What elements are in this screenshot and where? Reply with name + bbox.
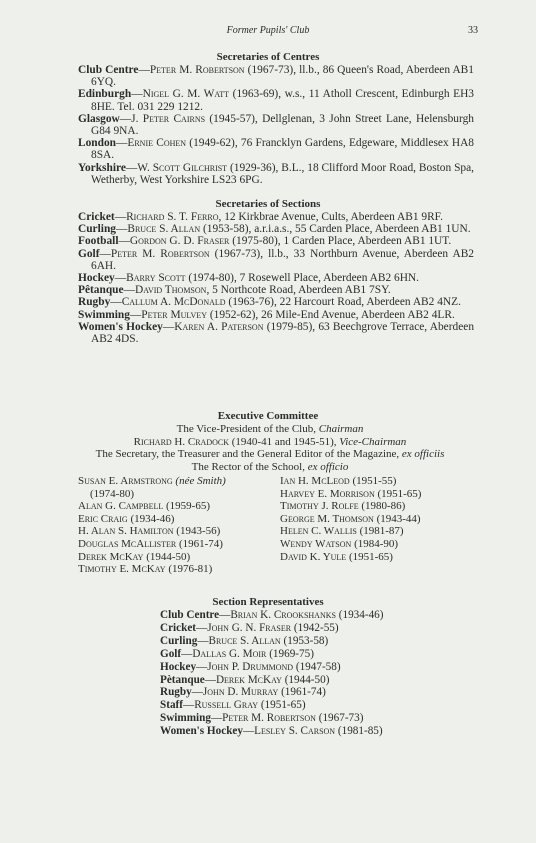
- member-line: (1974-80): [90, 487, 134, 500]
- representative-entry: Hockey—John P. Drummond (1947-58): [160, 660, 341, 673]
- member-line: Timothy E. McKay (1976-81): [78, 563, 213, 576]
- running-head-title: Former Pupils' Club: [226, 25, 310, 36]
- section-entry: Cricket—Richard S. T. Ferro, 12 Kirkbrae Avenue, Cults, Aberdeen AB1 9RF.: [78, 211, 443, 223]
- section-entry: Football—Gordon G. D. Fraser (1975-80), 1 Carden Place, Aberdeen AB1 1UT.: [78, 235, 452, 248]
- centre-entry: Yorkshire—W. Scott Gilchrist (1929-36), B.L., 18 Clifford Moor Road, Boston Spa, Wetherby, West Yorkshire LS23 6PG.: [78, 161, 475, 186]
- member-line: Alan G. Campbell (1959-65): [78, 500, 211, 513]
- section-entry: Golf—Peter M. Robertson (1967-73), ll.b., 33 Northburn Avenue, Aberdeen AB2 6AH.: [78, 247, 474, 272]
- running-head: [0, 25, 536, 41]
- section-entry: Swimming—Peter Mulvey (1952-62), 26 Mile-End Avenue, Aberdeen AB2 4LR.: [78, 308, 455, 321]
- member-line: H. Alan S. Hamilton (1943-56): [78, 525, 221, 538]
- section-entry: Pêtanque—David Thomson, 5 Northcote Road, Aberdeen AB1 7SY.: [78, 284, 391, 297]
- centre-entry: London—Ernie Cohen (1949-62), 76 Francklyn Gardens, Edgeware, Middlesex HA8 8SA.: [78, 137, 475, 162]
- centre-entry: Club Centre—Peter M. Robertson (1967-73), ll.b., 86 Queen's Road, Aberdeen AB1 6YQ.: [78, 64, 474, 89]
- representative-entry: Rugby—John D. Murray (1961-74): [160, 686, 326, 699]
- executive-heading: Executive Committee: [217, 410, 319, 422]
- representative-entry: Club Centre—Brian K. Crookshanks (1934-46): [160, 609, 384, 621]
- executive-members-right: [280, 475, 480, 563]
- centres-list: [78, 64, 474, 186]
- sections-heading: Secretaries of Sections: [215, 198, 321, 210]
- representative-entry: Women's Hockey—Lesley S. Carson (1981-85): [160, 725, 383, 738]
- representative-entry: Curling—Bruce S. Allan (1953-58): [160, 634, 329, 647]
- section-entry: Hockey—Barry Scott (1974-80), 7 Rosewell Place, Aberdeen AB2 6HN.: [78, 272, 420, 285]
- centres-heading: Secretaries of Centres: [216, 51, 320, 63]
- member-line: Helen C. Wallis (1981-87): [280, 525, 404, 538]
- section-entry: Rugby—Callum A. McDonald (1963-76), 22 Harcourt Road, Aberdeen AB2 4NZ.: [78, 296, 461, 309]
- executive-officers: [70, 423, 470, 473]
- member-line: Timothy J. Rolfe (1980-86): [280, 500, 406, 513]
- member-line: Eric Craig (1934-46): [78, 512, 175, 525]
- member-line: Harvey E. Morrison (1951-65): [280, 487, 422, 500]
- executive-members-left: [78, 475, 278, 576]
- member-line: David K. Yule (1951-65): [280, 550, 393, 563]
- representative-entry: Swimming—Peter M. Robertson (1967-73): [160, 712, 364, 725]
- member-line: Wendy Watson (1984-90): [280, 537, 399, 550]
- representative-entry: Cricket—John G. N. Fraser (1942-55): [160, 621, 339, 634]
- executive-ex-officio-line: The Rector of the School, ex officio: [191, 460, 349, 473]
- representative-entry: Pètanque—Derek McKay (1944-50): [160, 673, 330, 686]
- representative-entry: Golf—Dallas G. Moir (1969-75): [160, 647, 314, 660]
- executive-ex-officiis-line: The Secretary, the Treasurer and the General Editor of the Magazine, ex officiis: [95, 448, 445, 460]
- executive-chairman-line: The Vice-President of the Club, Chairman: [176, 423, 364, 435]
- centre-entry: Glasgow—J. Peter Cairns (1945-57), Dellglenan, 3 John Street Lane, Helensburgh G84 9NA.: [78, 112, 474, 138]
- centre-entry: Edinburgh—Nigel G. M. Watt (1963-69), w.s., 11 Atholl Crescent, Edinburgh EH3 8HE. Tel. 031 229 1212.: [78, 88, 474, 113]
- sections-list: [78, 211, 474, 345]
- section-entry: Women's Hockey—Karen A. Paterson (1979-85), 63 Beechgrove Terrace, Aberdeen AB2 4DS.: [78, 320, 475, 346]
- member-line: Ian H. McLeod (1951-55): [280, 475, 397, 487]
- page-number: 33: [468, 25, 478, 36]
- member-line: Douglas McAllister (1961-74): [78, 537, 223, 550]
- member-line: George M. Thomson (1943-44): [280, 512, 421, 525]
- executive-vice-chairman-line: Richard H. Cradock (1940-41 and 1945-51), Vice-Chairman: [133, 435, 407, 448]
- section-entry: Curling—Bruce S. Allan (1953-58), a.r.i.a.s., 55 Carden Place, Aberdeen AB1 1UN.: [78, 223, 471, 236]
- representatives-list: [160, 609, 480, 738]
- representatives-heading: Section Representatives: [212, 596, 324, 608]
- member-line: Susan E. Armstrong (née Smith): [78, 475, 226, 487]
- member-line: Derek McKay (1944-50): [78, 550, 191, 563]
- representative-entry: Staff—Russell Gray (1951-65): [160, 699, 306, 712]
